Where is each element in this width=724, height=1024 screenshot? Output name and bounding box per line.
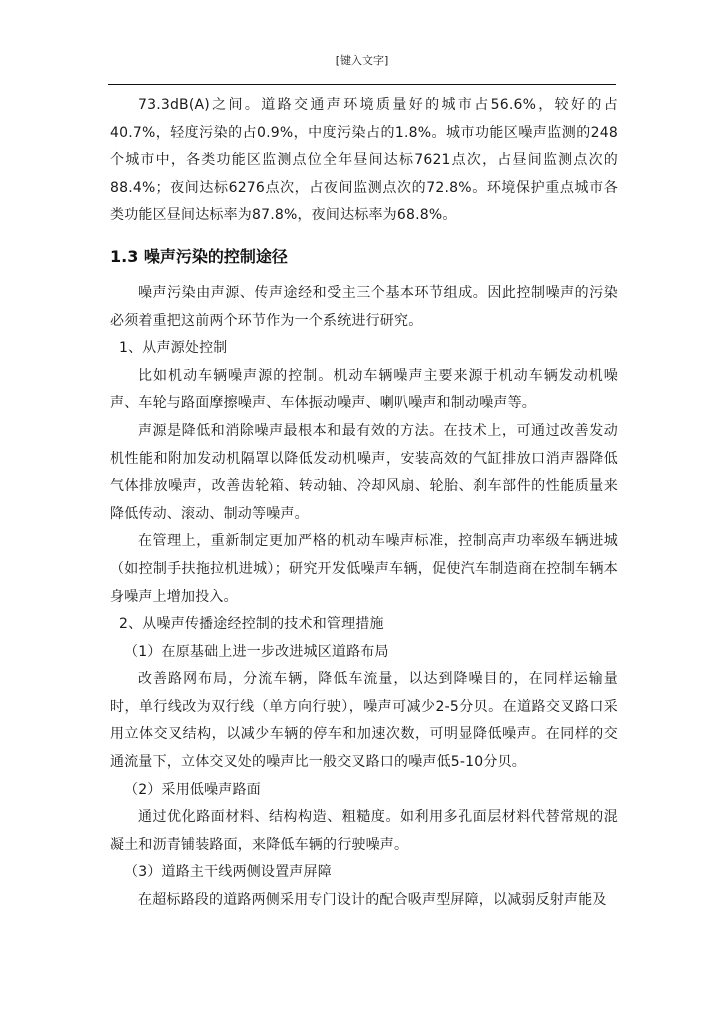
paragraph-noise-components: 噪声污染由声源、传声途经和受主三个基本环节组成。因此控制噪声的污染必须着重把这前两个环节作为一个系统进行研究。 — [110, 284, 618, 329]
paragraph-vehicle-noise: 比如机动车辆噪声源的控制。机动车辆噪声主要来源于机动车辆发动机噪声、车轮与路面摩擦噪声、车体振动噪声、喇叭噪声和制动噪声等。 — [110, 367, 618, 412]
sub-item-sound-barrier: （3）道路主干线两侧设置声屏障 — [124, 864, 332, 881]
paragraph-management: 在管理上，重新制定更加严格的机动车噪声标准，控制高声功率级车辆进城（如控制手扶拖拉机进城）；研究开发低噪声车辆，促使汽车制造商在控制车辆本身噪声上增加投入。 — [110, 533, 618, 605]
paragraph-noise-statistics: 73.3dB(A)之间。道路交通声环境质量好的城市占56.6%，较好的占40.7%，轻度污染的占0.9%，中度污染占的1.8%。城市功能区噪声监测的248个城市中，各类功能区监测点位全年昼间达标7621点次，占昼间监测点次的88.4%；夜间达标6276点次，占夜间监测点次的72.8%。环境保护重点城市各类功能区昼间达标率为87.8%，夜间达标率为68.8%。 — [110, 97, 618, 224]
list-item-propagation-control: 2、从噪声传播途经控制的技术和管理措施 — [119, 616, 384, 633]
paragraph-road-network: 改善路网布局，分流车辆，降低车流量，以达到降噪目的，在同样运输量时，单行线改为双行线（单方向行驶），噪声可减少2-5分贝。在道路交叉路口采用立体交叉结构，以减少车辆的停车和加速次数，可明显降低噪声。在同样的交通流量下，立体交叉处的噪声比一般交叉路口的噪声低5-10分贝。 — [110, 671, 618, 771]
header-divider — [108, 84, 616, 85]
paragraph-source-technique: 声源是降低和消除噪声最根本和最有效的方法。在技术上，可通过改善发动机性能和附加发动机隔罩以降低发动机噪声，安装高效的气缸排放口消声器降低气体排放噪声，改善齿轮箱、转动轴、冷却风扇、轮胎、刹车部件的性能质量来降低传动、滚动、制动等噪声。 — [110, 422, 618, 522]
paragraph-pavement: 通过优化路面材料、结构构造、粗糙度。如利用多孔面层材料代替常规的混凝土和沥青铺装路面，来降低车辆的行驶噪声。 — [110, 809, 618, 853]
list-item-source-control: 1、从声源处控制 — [119, 340, 228, 357]
sub-item-low-noise-pavement: （2）采用低噪声路面 — [124, 781, 261, 798]
document-body — [110, 92, 618, 915]
page-header: [键入文字] — [335, 54, 389, 67]
sub-item-road-layout: （1）在原基础上进一步改进城区道路布局 — [124, 643, 389, 660]
section-heading: 1.3 噪声污染的控制途径 — [110, 246, 288, 266]
paragraph-sound-barrier: 在超标路段的道路两侧采用专门设计的配合吸声型屏障，以减弱反射声能及 — [138, 892, 607, 909]
